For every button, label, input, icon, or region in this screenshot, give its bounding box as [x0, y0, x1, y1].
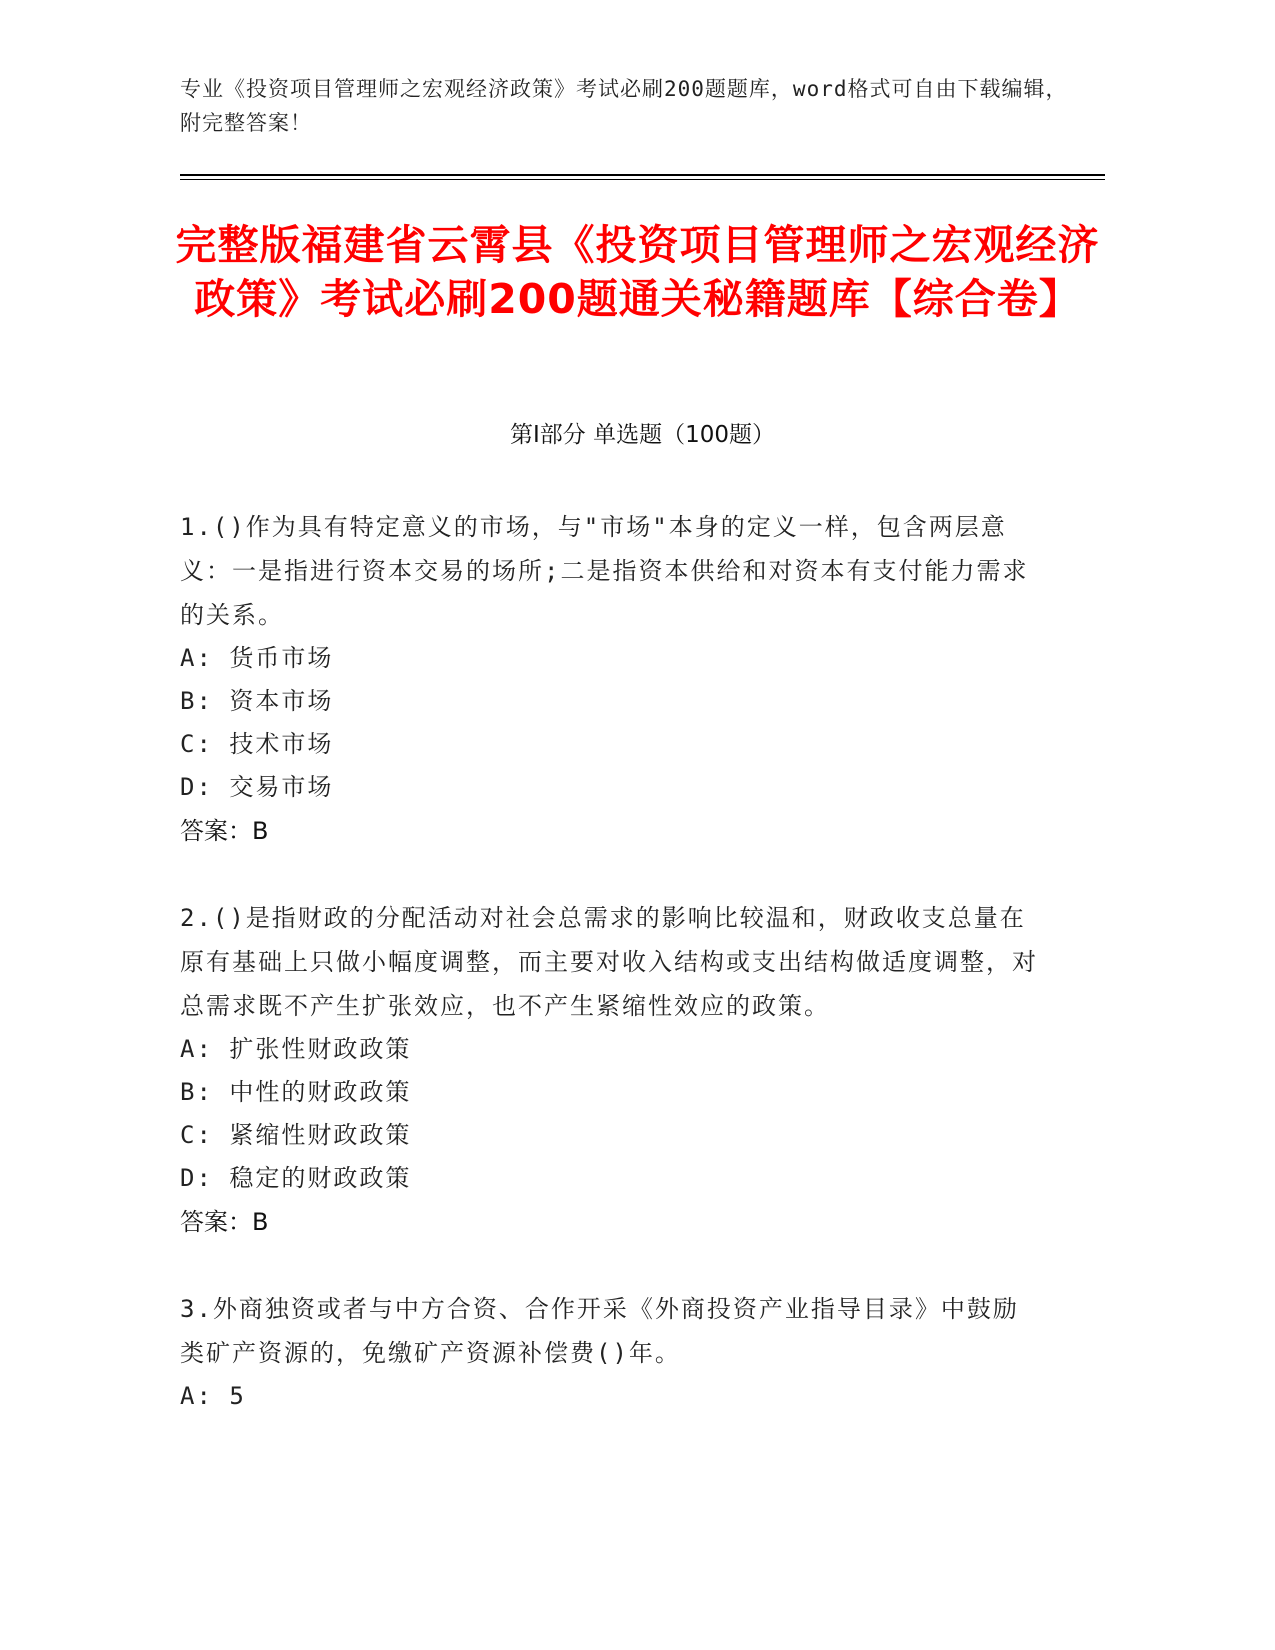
question-block [180, 505, 1040, 853]
section-heading: 第Ⅰ部分 单选题（100题） [510, 422, 775, 448]
question-block [180, 1287, 1040, 1418]
document-title: 完整版福建省云霄县《投资项目管理师之宏观经济政策》考试必刷200题通关秘籍题库【综合卷】 [175, 221, 1100, 323]
header-divider-thin [180, 179, 1105, 180]
question-text: 2.()是指财政的分配活动对社会总需求的影响比较温和，财政收支总量在原有基础上只做小幅度调整，而主要对收入结构或支出结构做适度调整，对总需求既不产生扩张效应，也不产生紧缩性效应的政策。 [180, 904, 1038, 1020]
question-text: 1.()作为具有特定意义的市场，与"市场"本身的定义一样，包含两层意义：一是指进行资本交易的场所;二是指资本供给和对资本有支付能力需求的关系。 [180, 513, 1029, 629]
option-c: C: 技术市场 [180, 730, 334, 758]
option-d: D: 稳定的财政政策 [180, 1164, 412, 1192]
option-d: D: 交易市场 [180, 773, 334, 801]
header-divider-thick [180, 174, 1105, 176]
question-block [180, 896, 1040, 1244]
option-a: A: 扩张性财政政策 [180, 1035, 412, 1063]
answer-label: 答案：B [180, 1208, 269, 1236]
question-text: 3.外商独资或者与中方合资、合作开采《外商投资产业指导目录》中鼓励类矿产资源的，免缴矿产资源补偿费()年。 [180, 1295, 1019, 1367]
header-note: 专业《投资项目管理师之宏观经济政策》考试必刷200题题库，word格式可自由下载编辑，附完整答案！ [180, 77, 1068, 135]
option-a: A: 5 [180, 1382, 246, 1410]
option-a: A: 货币市场 [180, 644, 334, 672]
option-c: C: 紧缩性财政政策 [180, 1121, 412, 1149]
option-b: B: 中性的财政政策 [180, 1078, 412, 1106]
answer-label: 答案：B [180, 817, 269, 845]
option-b: B: 资本市场 [180, 687, 334, 715]
